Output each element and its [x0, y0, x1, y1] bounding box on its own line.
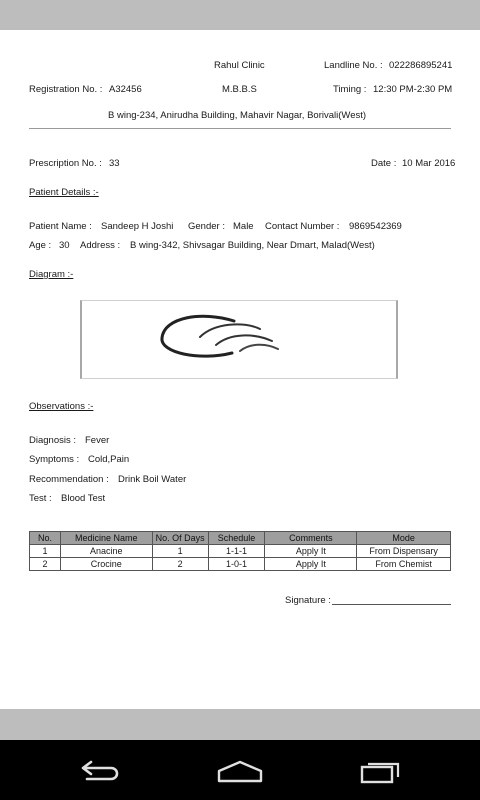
date-label: Date :	[371, 158, 397, 169]
status-bar	[0, 0, 480, 30]
prescription-number-label: Prescription No. :	[29, 158, 102, 169]
diagram-image	[80, 300, 398, 379]
table-cell: 1-1-1	[208, 545, 265, 558]
patient-details-heading: Patient Details :-	[29, 187, 99, 198]
back-arrow-icon	[77, 758, 123, 784]
recent-apps-button[interactable]	[353, 755, 409, 787]
medicine-table	[29, 531, 451, 571]
table-cell: 2	[152, 558, 208, 571]
diagnosis-value: Fever	[85, 435, 110, 446]
contact-label: Contact Number :	[265, 221, 340, 232]
table-cell: 1-0-1	[208, 558, 265, 571]
table-row	[30, 545, 451, 558]
age-label: Age :	[29, 240, 52, 251]
table-cell: From Dispensary	[357, 545, 451, 558]
column-header: Comments	[265, 532, 357, 545]
contact-value: 9869542369	[349, 221, 402, 232]
column-header: Medicine Name	[60, 532, 152, 545]
timing-label: Timing :	[333, 84, 367, 95]
table-header-row	[30, 532, 451, 545]
address-label: Address :	[80, 240, 121, 251]
table-cell: Crocine	[60, 558, 152, 571]
signature-line	[332, 604, 451, 605]
gender-value: Male	[233, 221, 254, 232]
registration-label: Registration No. :	[29, 84, 103, 95]
table-cell: 2	[30, 558, 61, 571]
symptoms-label: Symptoms :	[29, 454, 80, 465]
clinic-name: Rahul Clinic	[214, 60, 265, 71]
home-icon	[216, 758, 264, 784]
test-value: Blood Test	[61, 493, 106, 504]
recent-apps-icon	[358, 758, 404, 784]
diagram-heading: Diagram :-	[29, 269, 74, 280]
home-button[interactable]	[212, 755, 268, 787]
table-cell: Apply It	[265, 558, 357, 571]
table-cell: From Chemist	[357, 558, 451, 571]
column-header: No.	[30, 532, 61, 545]
recommendation-value: Drink Boil Water	[118, 474, 187, 485]
patient-name-label: Patient Name :	[29, 221, 92, 232]
clinic-address: B wing-234, Anirudha Building, Mahavir Nagar, Borivali(West)	[108, 110, 367, 121]
observations-heading: Observations :-	[29, 401, 94, 412]
test-label: Test :	[29, 493, 52, 504]
prescription-number: 33	[109, 158, 120, 169]
gender-label: Gender :	[188, 221, 225, 232]
handwritten-sketch	[82, 301, 396, 378]
patient-name: Sandeep H Joshi	[101, 221, 174, 232]
table-cell: Anacine	[60, 545, 152, 558]
landline-label: Landline No. :	[324, 60, 383, 71]
timing-value: 12:30 PM-2:30 PM	[373, 84, 453, 95]
column-header: Schedule	[208, 532, 265, 545]
table-cell: 1	[30, 545, 61, 558]
landline-value: 022286895241	[389, 60, 453, 71]
recommendation-label: Recommendation :	[29, 474, 109, 485]
date-value: 10 Mar 2016	[402, 158, 456, 169]
registration-value: A32456	[109, 84, 142, 95]
table-cell: Apply It	[265, 545, 357, 558]
header-divider	[29, 128, 451, 129]
column-header: Mode	[357, 532, 451, 545]
age-value: 30	[59, 240, 70, 251]
column-header: No. Of Days	[152, 532, 208, 545]
table-row	[30, 558, 451, 571]
diagnosis-label: Diagnosis :	[29, 435, 76, 446]
symptoms-value: Cold,Pain	[88, 454, 130, 465]
signature-label: Signature :	[285, 595, 331, 606]
bottom-toolbar	[0, 709, 480, 740]
back-button[interactable]	[72, 755, 128, 787]
patient-address: B wing-342, Shivsagar Building, Near Dmart, Malad(West)	[130, 240, 375, 251]
doctor-degree: M.B.B.S	[222, 84, 257, 95]
table-cell: 1	[152, 545, 208, 558]
